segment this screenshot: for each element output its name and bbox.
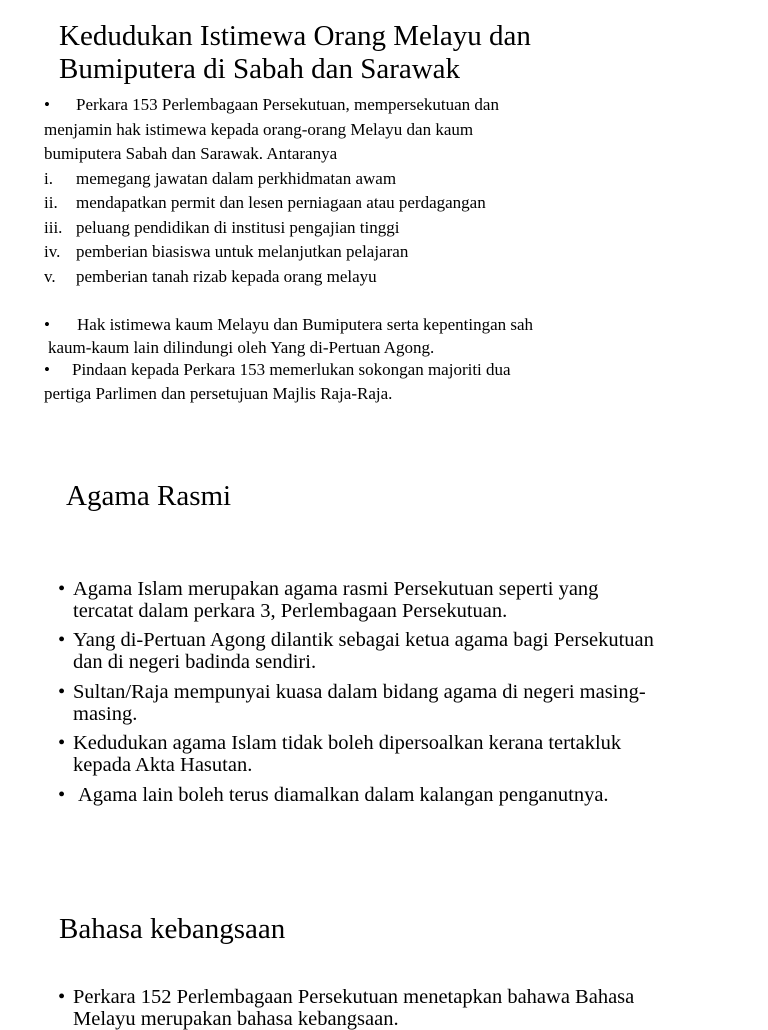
paragraph-line: bumiputera Sabah dan Sarawak. Antaranya [44,144,338,163]
list-number: v. [44,267,56,286]
list-item [44,167,396,192]
list-number: ii. [44,193,58,212]
list-text: mendapatkan permit dan lesen perniagaan atau perdagangan [76,193,486,212]
list-item [44,191,486,216]
bullet-glyph: • [58,578,66,600]
bullet-glyph: • [44,315,50,334]
paragraph-line: kaum-kaum lain dilindungi oleh Yang di-Pertuan Agong. [48,338,435,357]
section-title-bahasa-kebangsaan: Bahasa kebangsaan [59,913,286,945]
bullet-glyph: • [44,360,50,379]
paragraph-line: Perkara 153 Perlembagaan Persekutuan, mempersekutuan dan [76,95,499,114]
bullet-line: tercatat dalam perkara 3, Perlembagaan Persekutuan. [73,600,508,622]
bullet-line: Agama lain boleh terus diamalkan dalam kalangan penganutnya. [78,784,609,806]
bullet-line: Perkara 152 Perlembagaan Persekutuan menetapkan bahawa Bahasa [73,986,635,1008]
bullet-glyph: • [58,784,66,806]
paragraph-line: menjamin hak istimewa kepada orang-orang Melayu dan kaum [44,120,474,139]
section-title-kedudukan-line2: Bumiputera di Sabah dan Sarawak [59,53,461,85]
list-item [44,240,408,265]
paragraph-line: Pindaan kepada Perkara 153 memerlukan sokongan majoriti dua [72,360,511,379]
list-text: pemberian biasiswa untuk melanjutkan pelajaran [76,242,409,261]
bullet-line: Agama Islam merupakan agama rasmi Persekutuan seperti yang [73,578,599,600]
list-number: iv. [44,242,61,261]
list-text: pemberian tanah rizab kepada orang melayu [76,267,377,286]
paragraph-line: Hak istimewa kaum Melayu dan Bumiputera serta kepentingan sah [77,315,534,334]
bullet-glyph: • [58,986,66,1008]
list-item [44,265,377,290]
bullet-glyph: • [58,681,66,703]
bullet-glyph: • [58,732,66,754]
bullet-line: Melayu merupakan bahasa kebangsaan. [73,1008,399,1030]
bullet-line: kepada Akta Hasutan. [73,754,253,776]
list-text: memegang jawatan dalam perkhidmatan awam [76,169,397,188]
section-title-agama-rasmi: Agama Rasmi [66,480,232,512]
list-item [44,216,399,241]
section-title-kedudukan-line1: Kedudukan Istimewa Orang Melayu dan [59,20,531,52]
paragraph-line: pertiga Parlimen dan persetujuan Majlis Raja-Raja. [44,384,393,403]
bullet-line: masing. [73,703,138,725]
list-number: i. [44,169,53,188]
list-text: peluang pendidikan di institusi pengajian tinggi [76,218,400,237]
bullet-line: Yang di-Pertuan Agong dilantik sebagai ketua agama bagi Persekutuan [73,629,654,651]
bullet-glyph: • [44,95,50,114]
list-number: iii. [44,218,63,237]
bullet-line: dan di negeri badinda sendiri. [73,651,317,673]
bullet-glyph: • [58,629,66,651]
bullet-line: Kedudukan agama Islam tidak boleh dipersoalkan kerana tertakluk [73,732,622,754]
bullet-line: Sultan/Raja mempunyai kuasa dalam bidang agama di negeri masing- [73,681,646,703]
